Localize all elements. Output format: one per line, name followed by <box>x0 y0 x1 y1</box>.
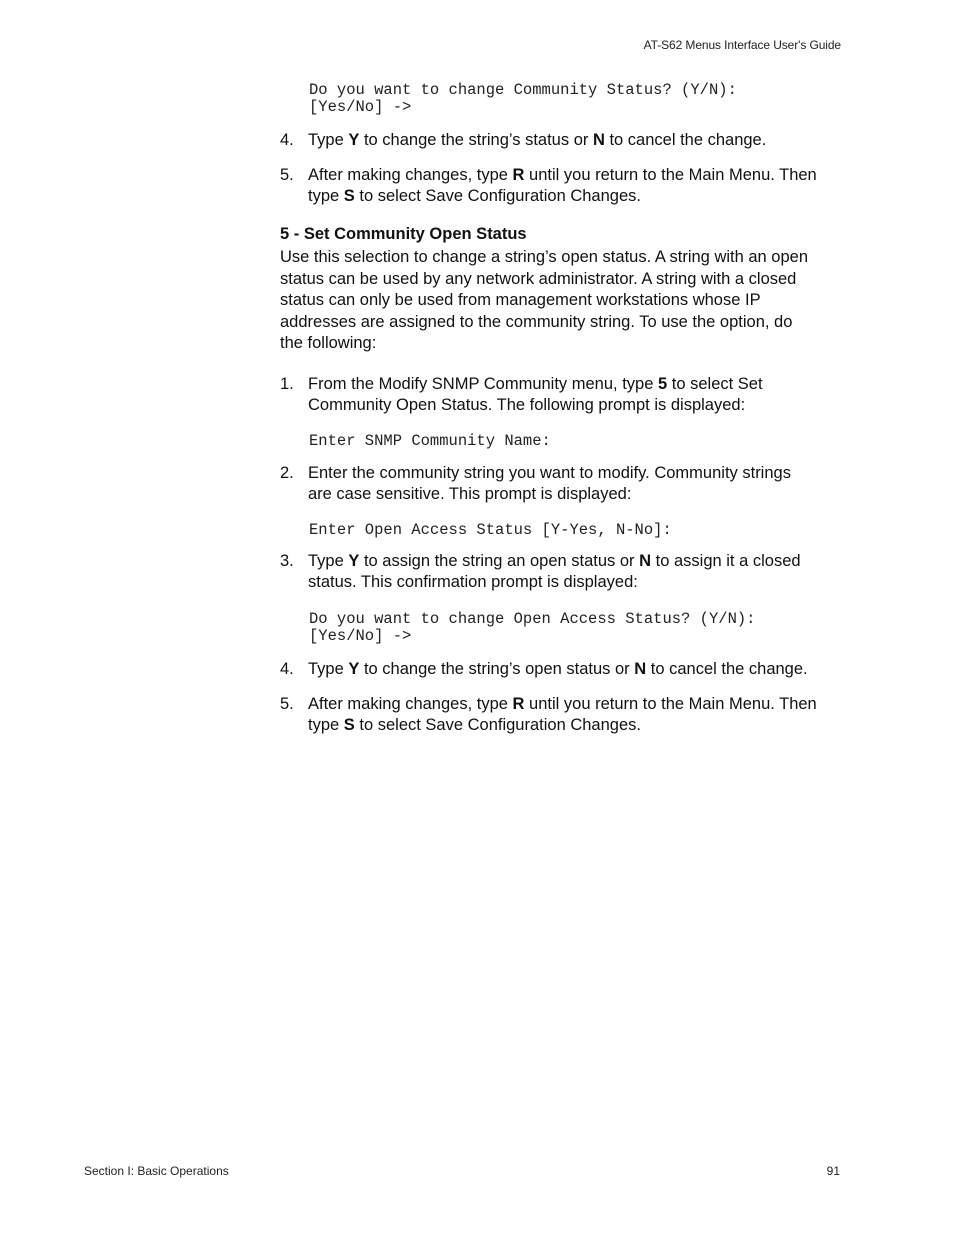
paragraph-line: addresses are assigned to the community string. To use the option, do <box>280 312 793 331</box>
page-number: 91 <box>826 1164 840 1178</box>
intro-paragraph <box>280 247 845 355</box>
step-text: Enter the community string you want to modify. Community strings <box>308 464 791 482</box>
step-number: 5. <box>280 695 294 713</box>
code-prompt-community-name: Enter SNMP Community Name: <box>309 432 551 450</box>
step-number: 3. <box>280 552 294 570</box>
code-prompt-community-status <box>309 82 737 116</box>
paragraph-line: Use this selection to change a string’s open status. A string with an open <box>280 248 809 266</box>
step-text: After making changes, type R until you return to the Main Menu. Then <box>308 166 817 184</box>
step-number: 5. <box>280 166 294 184</box>
step-text: type S to select Save Configuration Changes. <box>308 187 641 205</box>
step-number: 1. <box>280 375 294 393</box>
step-number: 4. <box>280 131 294 149</box>
step-text: are case sensitive. This prompt is displayed: <box>308 485 632 503</box>
code-prompt-confirm <box>309 611 755 645</box>
section-heading: 5 - Set Community Open Status <box>280 225 527 243</box>
step-text: After making changes, type R until you return to the Main Menu. Then <box>308 695 817 713</box>
paragraph-line: status can only be used from management workstations whose IP <box>280 291 761 310</box>
paragraph-line: status can be used by any network administrator. A string with a closed <box>280 269 797 288</box>
code-prompt-open-access: Enter Open Access Status [Y-Yes, N-No]: <box>309 521 672 539</box>
running-header: AT-S62 Menus Interface User's Guide <box>643 38 841 52</box>
step-number: 2. <box>280 464 294 482</box>
step-text: Type Y to assign the string an open status or N to assign it a closed <box>308 552 801 570</box>
running-footer-section: Section I: Basic Operations <box>84 1164 229 1178</box>
step-text: type S to select Save Configuration Changes. <box>308 716 641 734</box>
step-number: 4. <box>280 660 294 678</box>
code-line: Do you want to change Community Status? (Y/N): <box>309 81 737 99</box>
step-text: status. This confirmation prompt is displayed: <box>308 573 638 591</box>
step-text: From the Modify SNMP Community menu, type 5 to select Set <box>308 375 763 393</box>
code-line: Do you want to change Open Access Status? (Y/N): <box>309 610 756 628</box>
paragraph-line: the following: <box>280 334 377 353</box>
step-text: Community Open Status. The following prompt is displayed: <box>308 396 746 414</box>
step-text: Type Y to change the string’s status or N to cancel the change. <box>308 131 767 149</box>
code-line: [Yes/No] -> <box>309 98 412 116</box>
step-text: Type Y to change the string’s open status or N to cancel the change. <box>308 660 808 678</box>
code-line: [Yes/No] -> <box>309 627 412 645</box>
